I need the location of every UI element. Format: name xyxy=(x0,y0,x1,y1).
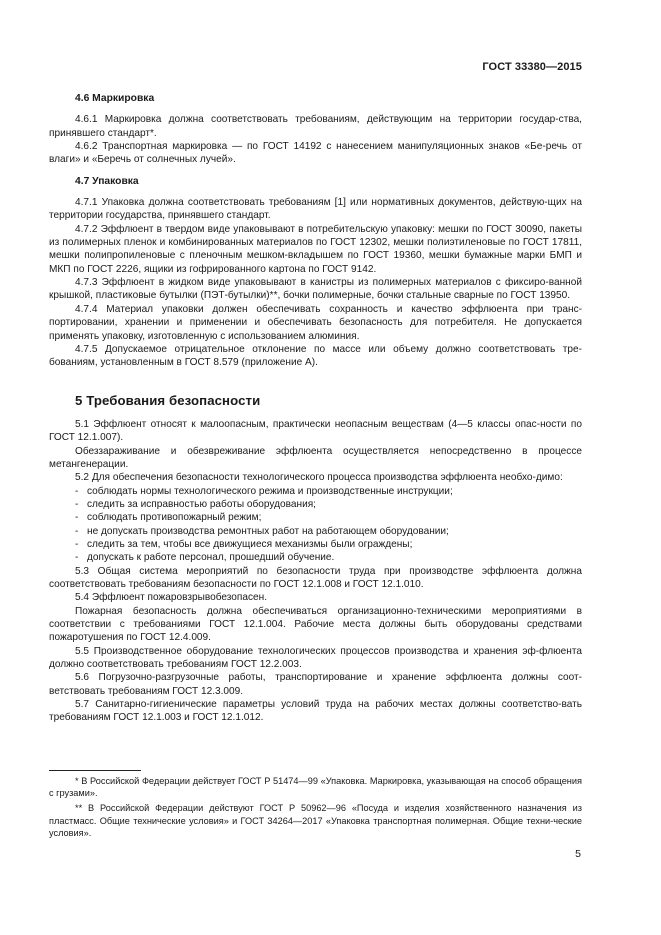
section-5-title: 5 Требования безопасности xyxy=(75,392,261,408)
standard-header: ГОСТ 33380—2015 xyxy=(482,61,582,73)
list-item: - следить за исправностью работы оборудования; xyxy=(75,498,316,510)
paragraph-4-7-4: 4.7.4 Материал упаковки должен обеспечивать сохранность и качество эффлюента при транс-портировании, хранении и применении и обеспечивать безопасность для потребителя. Не допускается применять упаковку, изготовленную с использованием алюминия. xyxy=(49,303,582,342)
list-item: - следить за тем, чтобы все движущиеся механизмы были ограждены; xyxy=(75,538,413,550)
section-4-6-title: 4.6 Маркировка xyxy=(75,93,155,104)
section-4-7-title: 4.7 Упаковка xyxy=(75,175,139,187)
paragraph-5-3: 5.3 Общая система мероприятий по безопасности труда при производстве эффлюента должна соответствовать требованиям безопасности по ГОСТ 12.1.008 и ГОСТ 12.1.010. xyxy=(49,565,582,590)
paragraph-5-1: 5.1 Эффлюент относят к малоопасным, практически неопасным веществам (4—5 классы опас-ности по ГОСТ 12.1.007). xyxy=(49,418,582,444)
paragraph-5-4-fire-safety: Пожарная безопасность должна обеспечиваться организационно-техническими мероприятиями в соответствии с требованиями ГОСТ 12.1.004. Рабочие места должны быть оборудованы средствами пожаротушения по ГОСТ 12.4.009. xyxy=(49,605,582,644)
footnotes xyxy=(49,775,582,842)
footnote-divider xyxy=(49,770,141,771)
footnote-2: ** В Российской Федерации действуют ГОСТ Р 50962—96 «Посуда и изделия хозяйственного назначения из пластмасс. Общие технические условия» и ГОСТ 34264—2017 «Упаковка транспортная полимерная. Общие техни-ческие условия». xyxy=(49,803,582,838)
list-item: - не допускать производства ремонтных работ на работающем оборудовании; xyxy=(75,525,449,537)
list-item: - соблюдать противопожарный режим; xyxy=(75,512,262,524)
paragraph-5-1-disinfection: Обеззараживание и обезвреживание эффлюента осуществляется непосредственно в процессе метангенерации. xyxy=(49,445,582,470)
paragraph-4-6-2: 4.6.2 Транспортная маркировка — по ГОСТ 14192 с нанесением манипуляционных знаков «Бе-речь от влаги» и «Беречь от солнечных лучей». xyxy=(49,141,582,166)
list-item: - соблюдать нормы технологического режима и производственные инструкции; xyxy=(75,485,453,497)
paragraph-4-6-1: 4.6.1 Маркировка должна соответствовать требованиям, действующим на территории государ-ства, принявшего стандарт*. xyxy=(49,114,582,139)
page-number: 5 xyxy=(575,848,581,860)
paragraph-4-7-3: 4.7.3 Эффлюент в жидком виде упаковывают в канистры из полимерных материалов с фиксиро-ванной крышкой, пластиковые бутылки (ПЭТ-бутылки)**, бочки полимерные, бочки стальные сварные по ГОСТ 13950. xyxy=(49,277,582,302)
paragraph-5-6: 5.6 Погрузочно-разгрузочные работы, транспортирование и хранение эффлюента должны соот-ветствовать требованиям ГОСТ 12.3.009. xyxy=(49,672,582,697)
list-item: - допускать к работе персонал, прошедший обучение. xyxy=(75,552,335,564)
footnote-1: * В Российской Федерации действует ГОСТ Р 51474—99 «Упаковка. Маркировка, указывающая на способ обращения с грузами». xyxy=(49,776,582,799)
paragraph-5-4: 5.4 Эффлюент пожаровзрывобезопасен. xyxy=(75,592,268,604)
paragraph-5-2: 5.2 Для обеспечения безопасности технологического процесса производства эффлюента необхо-димо: xyxy=(75,472,563,484)
paragraph-5-7: 5.7 Санитарно-гигиенические параметры условий труда на рабочих местах должны соответство-вать требованиям ГОСТ 12.1.003 и ГОСТ 12.1.012. xyxy=(49,699,582,724)
paragraph-4-7-1: 4.7.1 Упаковка должна соответствовать требованиям [1] или нормативных документов, действую-щих на территории государства, принявшего стандарт. xyxy=(49,197,582,222)
paragraph-4-7-2: 4.7.2 Эффлюент в твердом виде упаковывают в потребительскую упаковку: мешки по ГОСТ 30090, пакеты из полимерных пленок и комбинированных материалов по ГОСТ 12302, мешки полиэтиленовые по ГОСТ 17811, мешки полипропиленовые с пленочным мешком-вкладышем по ГОСТ 19360, мешки бумажные марки БМП и МКП по ГОСТ 2226, ящики из гофрированного картона по ГОСТ 9142. xyxy=(49,223,582,275)
paragraph-4-7-5: 4.7.5 Допускаемое отрицательное отклонение по массе или объему должно соответствовать тре-бованиям, установленным в ГОСТ 8.579 (приложение А). xyxy=(49,343,582,369)
paragraph-5-5: 5.5 Производственное оборудование технологических процессов производства и хранения эф-флюента должно соответствовать требованиям ГОСТ 12.2.003. xyxy=(49,645,582,671)
document-body xyxy=(49,92,582,725)
